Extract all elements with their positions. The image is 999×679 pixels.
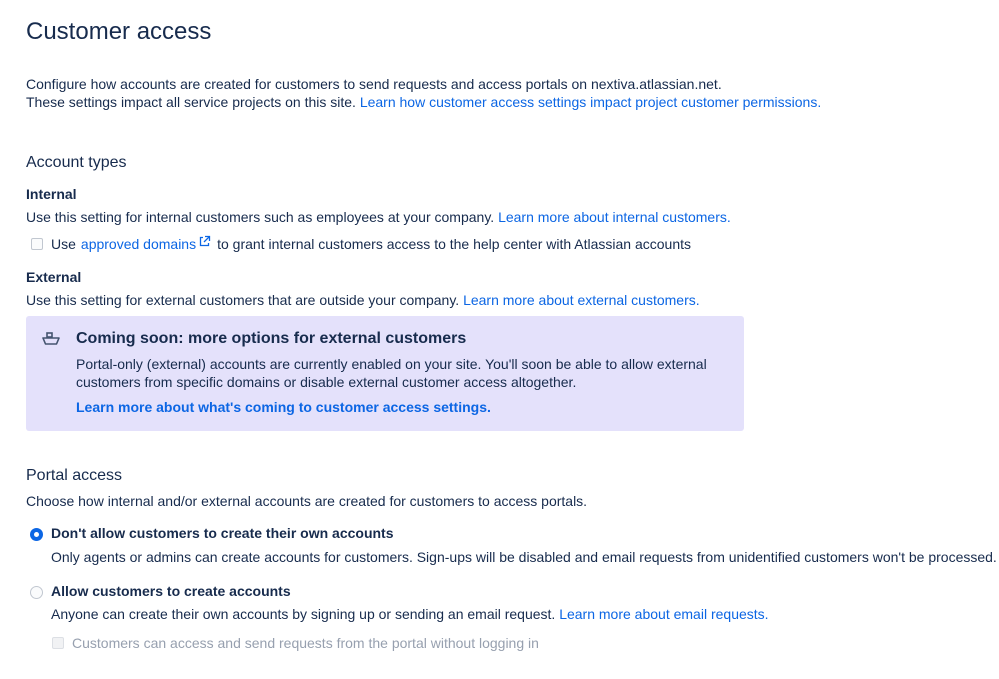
- approved-domains-checkbox[interactable]: [31, 238, 43, 250]
- intro-line-1: Configure how accounts are created for customers to send requests and access portals on nextiva.atlassian.net.: [26, 76, 722, 92]
- external-description-row: [26, 292, 700, 308]
- notice-title: Coming soon: more options for external customers: [76, 330, 467, 347]
- internal-customers-link[interactable]: Learn more about internal customers.: [498, 209, 731, 225]
- anonymous-access-checkbox[interactable]: [52, 637, 64, 649]
- portal-access-description: Choose how internal and/or external accounts are created for customers to access portals.: [26, 493, 588, 509]
- ship-icon: [42, 332, 60, 351]
- account-types-heading: Account types: [26, 154, 127, 171]
- no-self-signup-description: Only agents or admins can create accounts for customers. Sign-ups will be disabled and email requests from unidentified customers won't be processed.: [51, 549, 997, 565]
- external-customers-link[interactable]: Learn more about external customers.: [463, 292, 700, 308]
- anonymous-access-row: [52, 635, 539, 651]
- customer-permissions-link[interactable]: Learn how customer access settings impact project customer permissions.: [359, 94, 822, 110]
- coming-soon-notice: [26, 316, 744, 431]
- approved-domains-link[interactable]: approved domains: [80, 236, 197, 252]
- allow-signup-description-row: [51, 606, 769, 622]
- external-description: Use this setting for external customers that are outside your company.: [26, 292, 460, 308]
- page-title: Customer access: [26, 18, 212, 45]
- anonymous-access-label: Customers can access and send requests from the portal without logging in: [72, 635, 539, 651]
- no-self-signup-radio[interactable]: [30, 528, 43, 541]
- approved-domains-suffix: to grant internal customers access to the help center with Atlassian accounts: [217, 236, 692, 252]
- no-self-signup-label[interactable]: Don't allow customers to create their own accounts: [51, 525, 394, 541]
- notice-body-line-2: customers from specific domains or disable external customer access altogether.: [76, 374, 577, 390]
- email-requests-link[interactable]: Learn more about email requests.: [559, 606, 769, 622]
- approved-domains-row: [31, 236, 691, 252]
- portal-access-heading: Portal access: [26, 467, 123, 484]
- intro-text: These settings impact all service projects on this site.: [26, 94, 356, 110]
- notice-body-line-1: Portal-only (external) accounts are currently enabled on your site. You'll soon be able to allow external: [76, 356, 707, 372]
- coming-soon-link[interactable]: Learn more about what's coming to customer access settings.: [76, 399, 491, 415]
- allow-signup-radio[interactable]: [30, 586, 43, 599]
- approved-domains-prefix: Use: [51, 236, 76, 252]
- external-label: External: [26, 269, 82, 285]
- intro-line-2: [26, 94, 821, 110]
- internal-description: Use this setting for internal customers such as employees at your company.: [26, 209, 495, 225]
- internal-description-row: [26, 209, 731, 225]
- allow-signup-description: Anyone can create their own accounts by signing up or sending an email request.: [51, 606, 556, 622]
- internal-label: Internal: [26, 186, 77, 202]
- external-link-icon[interactable]: [198, 235, 211, 251]
- allow-signup-label[interactable]: Allow customers to create accounts: [51, 583, 291, 599]
